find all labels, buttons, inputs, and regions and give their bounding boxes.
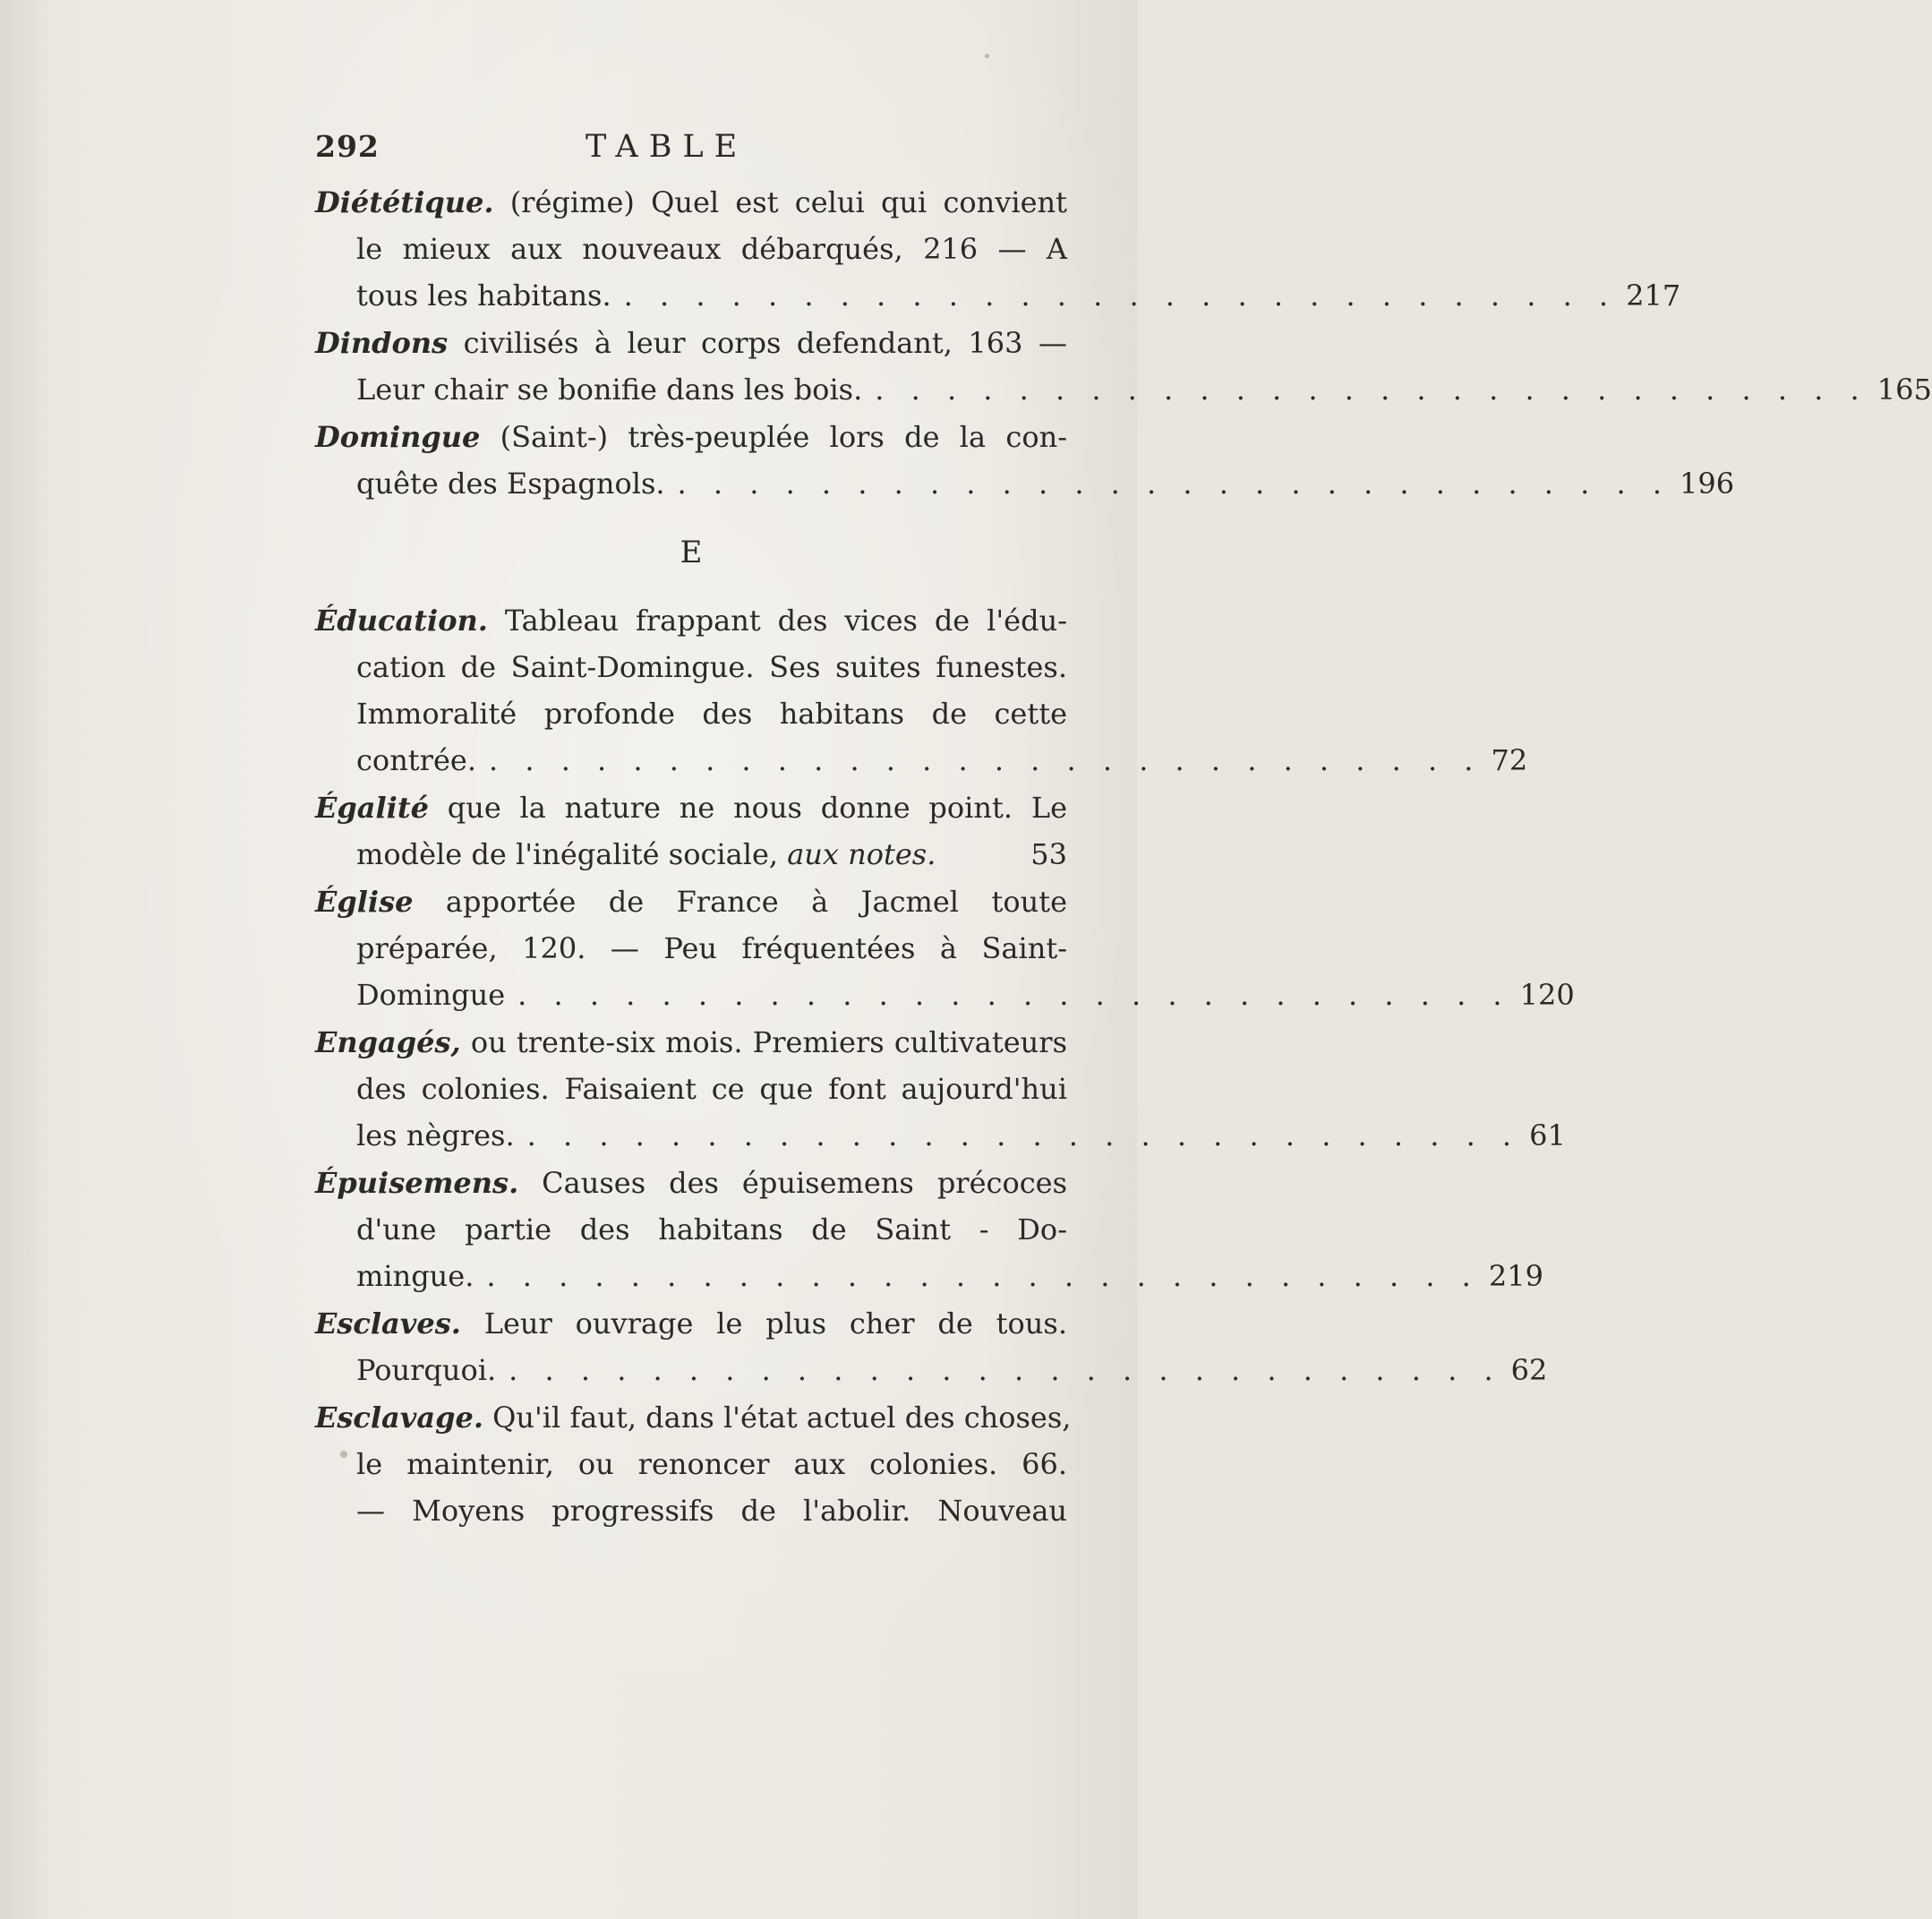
index-entry bbox=[315, 784, 1067, 878]
entry-text bbox=[356, 460, 665, 507]
page-reference: 165 bbox=[1876, 373, 1932, 407]
entry-headword: Esclaves. bbox=[315, 1306, 461, 1341]
entry-text bbox=[356, 972, 505, 1018]
entry-headword: Égalité bbox=[315, 791, 429, 825]
section-letter: E bbox=[680, 535, 703, 570]
entry-line bbox=[315, 226, 1067, 272]
entry-line bbox=[315, 1347, 1548, 1393]
dot-leader: . . . . . . . . . . . . . . . . . . . . . . . . . . . . bbox=[677, 467, 1671, 501]
entry-text-run: contrée. bbox=[356, 743, 476, 777]
page-reference: 72 bbox=[1491, 743, 1528, 777]
entry-text bbox=[356, 1253, 474, 1299]
entry-text-run: préparée, 120. — Peu fréquentées à Saint- bbox=[356, 931, 1067, 965]
entry-line bbox=[315, 1300, 1067, 1347]
entry-headword: Épuisemens. bbox=[315, 1166, 519, 1200]
entry-text-run: Leur chair se bonifie dans les bois. bbox=[356, 373, 863, 407]
entry-headword: Éducation. bbox=[315, 604, 488, 638]
entry-line bbox=[315, 1441, 1067, 1487]
entry-headword: Domingue bbox=[315, 420, 481, 454]
entry-line bbox=[315, 925, 1067, 972]
entry-line bbox=[315, 1253, 1543, 1299]
entry-headword: Dindons bbox=[315, 326, 449, 360]
entry-headword: Diététique. bbox=[315, 185, 494, 219]
entry-text-run: modèle de l'inégalité sociale, bbox=[356, 837, 788, 871]
entry-line bbox=[315, 972, 1575, 1018]
entry-headword: Esclavage. bbox=[315, 1401, 483, 1435]
entry-text-run: des colonies. Faisaient ce que font aujourd'hui bbox=[356, 1072, 1067, 1106]
entry-text-run: apportée de France à Jacmel toute bbox=[413, 885, 1067, 919]
entry-line bbox=[315, 272, 1681, 319]
entry-line bbox=[315, 737, 1528, 784]
entry-text-run: que la nature ne nous donne point. Le bbox=[428, 791, 1067, 825]
entry-line bbox=[315, 644, 1067, 690]
entry-text bbox=[356, 366, 862, 413]
entry-line bbox=[315, 1112, 1566, 1159]
entry-line bbox=[315, 784, 1067, 831]
entry-text-run: — Moyens progressifs de l'abolir. Nouveau bbox=[356, 1494, 1067, 1528]
entry-text-run: les nègres. bbox=[356, 1118, 515, 1152]
entry-text-run: Causes des épuisemens précoces bbox=[518, 1166, 1067, 1200]
dot-leader: . . . . . . . . . . . . . . . . . . . . . . . . . . . . bbox=[486, 1259, 1480, 1293]
index-entry bbox=[315, 320, 1932, 413]
entry-text-run: le mieux aux nouveaux débarqués, 216 — A bbox=[356, 232, 1067, 266]
dot-leader: . . . . . . . . . . . . . . . . . . . . . . . . . . . . bbox=[517, 978, 1511, 1012]
entry-text bbox=[356, 272, 611, 319]
entry-italic-note: aux notes. bbox=[787, 837, 936, 871]
index-entry bbox=[315, 179, 1681, 319]
page-reference: 62 bbox=[1510, 1353, 1548, 1387]
index-entry bbox=[315, 1300, 1548, 1393]
entry-line bbox=[315, 1019, 1067, 1066]
entry-line bbox=[315, 831, 1067, 878]
dot-leader: . . . . . . . . . . . . . . . . . . . . . . . . . . . . bbox=[489, 743, 1483, 777]
entry-text-run: Immoralité profonde des habitans de cette bbox=[356, 697, 1067, 731]
entry-text-run: Domingue bbox=[356, 978, 506, 1012]
entry-line bbox=[315, 597, 1067, 644]
dot-leader: . . . . . . . . . . . . . . . . . . . . . . . . . . . . bbox=[509, 1353, 1502, 1387]
entry-line bbox=[315, 320, 1067, 366]
page-reference: 196 bbox=[1680, 467, 1735, 501]
index-entry bbox=[315, 597, 1528, 784]
entry-text-run: cation de Saint-Domingue. Ses suites funestes. bbox=[356, 650, 1067, 684]
entry-text-run: Tableau frappant des vices de l'édu- bbox=[487, 604, 1067, 638]
entry-line bbox=[315, 1066, 1067, 1112]
entry-line bbox=[315, 366, 1932, 413]
index-entry bbox=[315, 1394, 1072, 1534]
dot-leader bbox=[936, 831, 1022, 878]
index-entry bbox=[315, 1160, 1543, 1299]
page-reference: 219 bbox=[1488, 1259, 1543, 1293]
entry-text bbox=[356, 1347, 496, 1393]
entry-line bbox=[315, 1206, 1067, 1253]
entry-line bbox=[315, 1160, 1067, 1206]
page-reference: 217 bbox=[1626, 278, 1681, 313]
entry-text-run: civilisés à leur corps defendant, 163 — bbox=[448, 326, 1067, 360]
entry-text-run: le maintenir, ou renoncer aux colonies. 66. bbox=[356, 1447, 1067, 1481]
entry-text-run: d'une partie des habitans de Saint - Do- bbox=[356, 1212, 1067, 1246]
entry-line bbox=[315, 1487, 1067, 1534]
entry-text bbox=[356, 831, 936, 878]
entry-text-run: ou trente-six mois. Premiers cultivateurs bbox=[460, 1025, 1067, 1059]
entry-line bbox=[315, 690, 1067, 737]
entry-text-run: mingue. bbox=[356, 1259, 474, 1293]
running-title: TABLE bbox=[586, 129, 748, 165]
index-entry bbox=[315, 1019, 1566, 1159]
entry-line bbox=[315, 414, 1067, 460]
page-number: 292 bbox=[315, 129, 380, 164]
index-entry bbox=[315, 878, 1575, 1018]
index-entry bbox=[315, 414, 1735, 507]
entry-text bbox=[356, 1112, 515, 1159]
dot-leader: . . . . . . . . . . . . . . . . . . . . . . . . . . . . bbox=[526, 1118, 1521, 1152]
entry-line bbox=[315, 179, 1067, 226]
entry-line bbox=[315, 460, 1735, 507]
page-header bbox=[315, 125, 1067, 170]
page-reference: 120 bbox=[1519, 978, 1575, 1012]
entry-text-run: Leur ouvrage le plus cher de tous. bbox=[460, 1306, 1067, 1341]
dot-leader: . . . . . . . . . . . . . . . . . . . . . . . . . . . . bbox=[623, 278, 1618, 313]
paper-stain bbox=[985, 54, 989, 58]
entry-text-run: (Saint-) très-peuplée lors de la con- bbox=[480, 420, 1067, 454]
entry-line bbox=[315, 1394, 1072, 1441]
index-entries bbox=[315, 179, 1932, 1535]
entry-text-run: (régime) Quel est celui qui convient bbox=[493, 185, 1067, 219]
page-reference: 61 bbox=[1529, 1118, 1566, 1152]
page-reference: 53 bbox=[1030, 837, 1067, 871]
entry-text bbox=[356, 737, 476, 784]
entry-text-run: quête des Espagnols. bbox=[356, 467, 665, 501]
entry-headword: Église bbox=[315, 885, 414, 919]
dot-leader: . . . . . . . . . . . . . . . . . . . . . . . . . . . . bbox=[875, 373, 1868, 407]
entry-text-run: Pourquoi. bbox=[356, 1353, 497, 1387]
entry-text-run: Qu'il faut, dans l'état actuel des choses, bbox=[483, 1401, 1072, 1435]
entry-line bbox=[315, 878, 1067, 925]
entry-headword: Engagés, bbox=[315, 1025, 461, 1059]
entry-text-run: tous les habitans. bbox=[356, 278, 611, 313]
